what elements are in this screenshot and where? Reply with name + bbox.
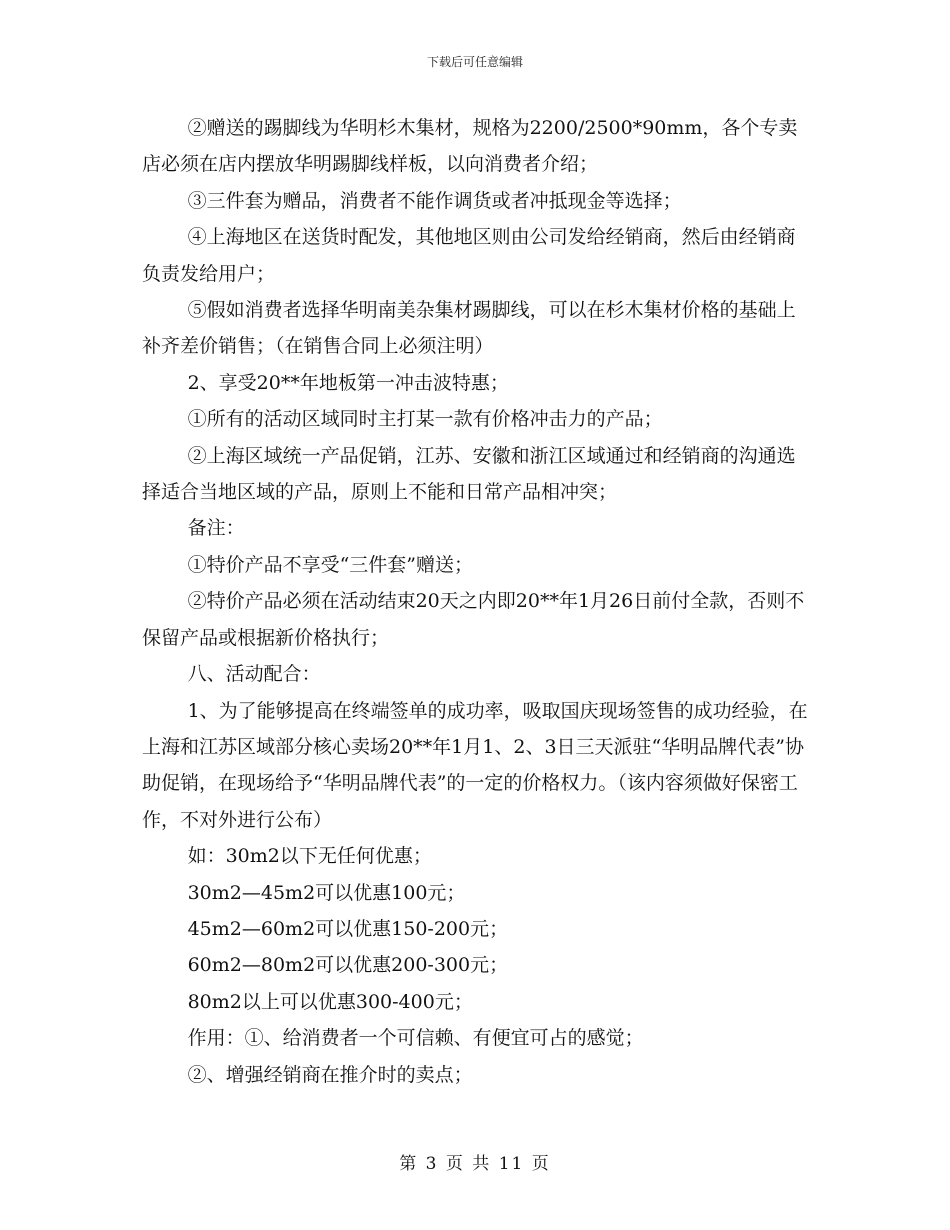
paragraph-note-one: ①特价产品不享受“三件套”赠送； xyxy=(187,553,474,576)
paragraph-price-difference: ⑤假如消费者选择华明南美杂集材踢脚线，可以在杉木集材价格的基础上补齐差价销售；（在销售合同上必须注明） xyxy=(142,299,796,358)
paragraph-special-offer-heading: 2、享受20**年地板第一冲击波特惠； xyxy=(187,371,509,394)
paragraph-delivery: ④上海地区在送货时配发，其他地区则由公司发给经销商，然后由经销商负责发给用户； xyxy=(142,226,796,285)
paragraph-brand-representative: 1、为了能够提高在终端签单的成功率，吸取国庆现场签售的成功经验，在上海和江苏区域部分核心卖场20**年1月1、2、3日三天派驻“华明品牌代表”协助促销，在现场给予“华明品牌代表”的一定的价格权力。（该内容须做好保密工作，不对外进行公布） xyxy=(142,699,808,831)
paragraph-three-piece-gift: ③三件套为赠品，消费者不能作调货或者冲抵现金等选择； xyxy=(187,189,682,212)
paragraph-main-product: ①所有的活动区域同时主打某一款有价格冲击力的产品； xyxy=(187,408,663,431)
discount-tier-3: 45m2—60m2可以优惠150-200元； xyxy=(187,917,509,940)
paragraph-regional-promotion: ②上海区域统一产品促销，江苏、安徽和浙江区域通过和经销商的沟通选择适合当地区域的产品，原则上不能和日常产品相冲突； xyxy=(142,444,796,504)
page-header: 下载后可任意编辑 xyxy=(426,55,523,69)
discount-tier-2: 30m2—45m2可以优惠100元； xyxy=(187,881,466,904)
document-body xyxy=(142,110,814,1093)
paragraph-effect-two: ②、增强经销商在推介时的卖点； xyxy=(187,1063,473,1086)
page-footer: 第 3 页 共 11 页 xyxy=(399,1154,551,1174)
discount-tier-4: 60m2—80m2可以优惠200-300元； xyxy=(187,954,509,977)
paragraph-effect-one: 作用：①、给消费者一个可信赖、有便宜可占的感觉； xyxy=(187,1027,644,1050)
paragraph-notes-heading: 备注： xyxy=(187,517,245,540)
paragraph-note-two: ②特价产品必须在活动结束20天之内即20**年1月26日前付全款，否则不保留产品或根据新价格执行； xyxy=(142,590,805,649)
discount-tier-5: 80m2以上可以优惠300-400元； xyxy=(187,990,473,1013)
section-heading-activity: 八、活动配合： xyxy=(187,663,321,686)
paragraph-gift-baseboard: ②赠送的踢脚线为华明杉木集材，规格为2200/2500*90mm，各个专卖店必须在店内摆放华明踢脚线样板，以向消费者介绍； xyxy=(142,117,798,176)
discount-tier-1: 如：30m2以下无任何优惠； xyxy=(187,845,432,868)
